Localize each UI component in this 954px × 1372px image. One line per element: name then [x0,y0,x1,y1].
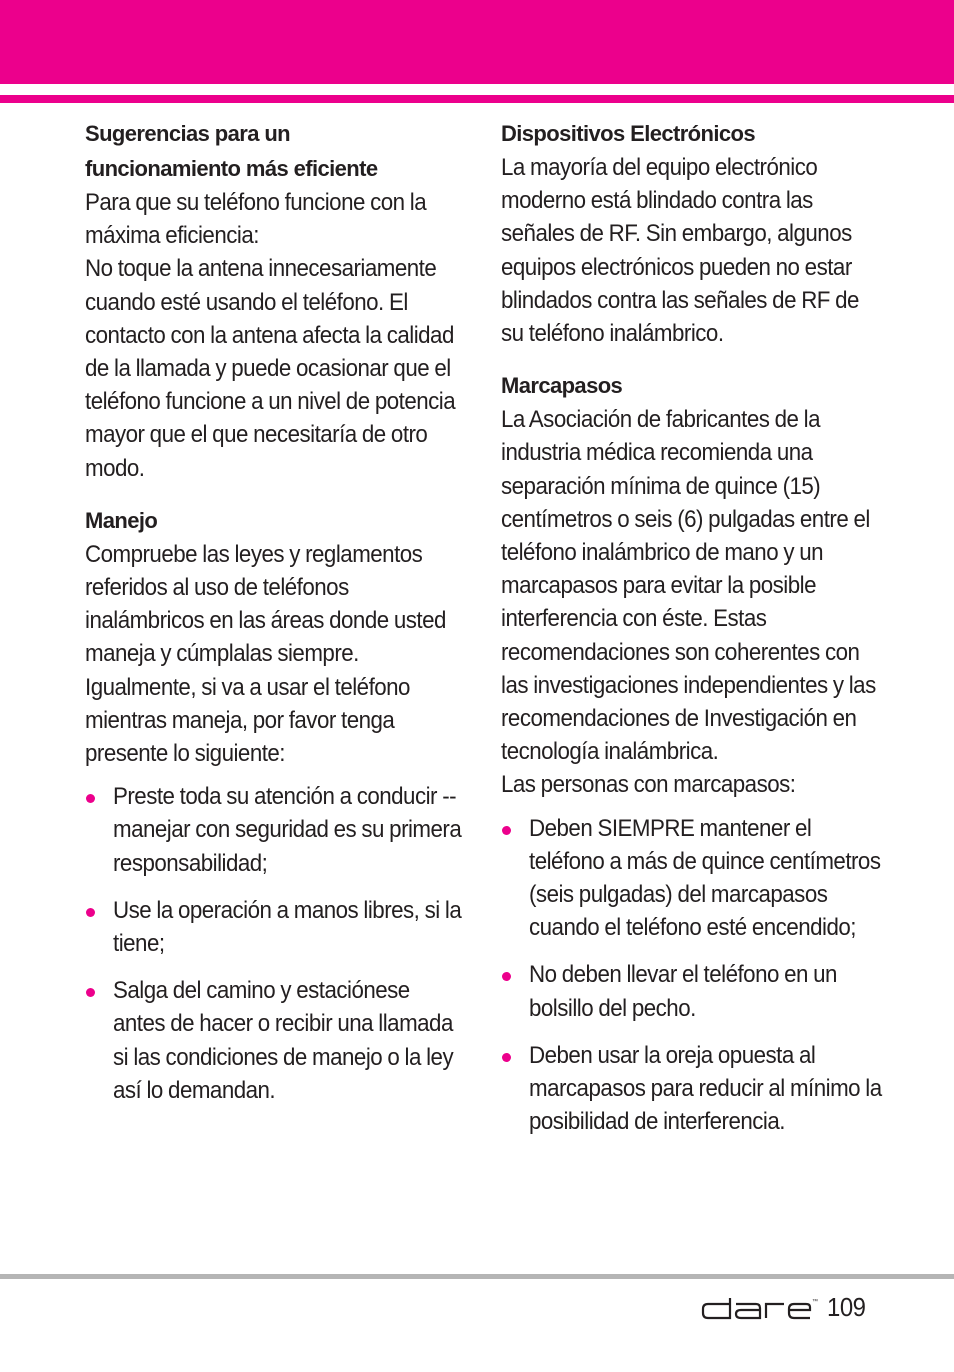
list-item-text: Deben usar la oreja opuesta al marcapasos para reducir al mínimo la posibilidad de interferencia. [529,1041,882,1136]
header-rule [0,95,954,103]
bullet-dot-icon [502,826,511,835]
bullet-dot-icon [86,908,95,917]
list-item [501,812,881,945]
paragraph-personas-marcapasos: Las personas con marcapasos: [501,771,796,799]
bullet-dot-icon [502,972,511,981]
paragraph-marcapasos: La Asociación de fabricantes de la industria médica recomienda una separación mínima de quince (15) centímetros o seis (6) pulgadas entre el teléfono inalámbrico de mano y un marcapasos para evitar la posible interferencia con éste. Estas recomendaciones son coherentes con las investigaciones independientes y las recomendaciones de Investigación en tecnología inalámbrica. [501,406,876,766]
section-heading-sugerencias-line2: funcionamiento más eficiente [85,156,378,181]
section-heading-sugerencias-line1: Sugerencias para un [85,121,291,146]
footer-rule [0,1274,954,1279]
left-column [85,116,460,1121]
section-heading-dispositivos: Dispositivos Electrónicos [501,121,755,146]
bullet-dot-icon [502,1053,511,1062]
dare-logo [700,1296,818,1327]
right-column [501,116,881,1152]
svg-text:™: ™ [812,1299,818,1305]
dare-logo-icon [700,1296,818,1322]
paragraph-dispositivos: La mayoría del equipo electrónico moderno está blindado contra las señales de RF. Sin embargo, algunos equipos electrónicos pueden no estar blindados contra las señales de RF de su teléfono inalámbrico. [501,154,859,348]
section-heading-marcapasos: Marcapasos [501,373,623,399]
paragraph-antena: No toque la antena innecesariamente cuando esté usando el teléfono. El contacto con la antena afecta la calidad de la llamada y puede ocasionar que el teléfono funcione a un nivel de potencia mayor que el que necesitaría de otro modo. [85,255,456,482]
list-item-text: Preste toda su atención a conducir -- manejar con seguridad es su primera responsabilidad; [113,783,462,877]
list-item [501,958,881,1024]
bullet-list-marcapasos [501,812,881,1139]
page-number: 109 [827,1292,866,1322]
bullet-list-manejo [85,780,460,1107]
list-item [85,974,460,1107]
list-item [85,780,460,880]
paragraph-manejo: Compruebe las leyes y reglamentos referidos al uso de teléfonos inalámbricos en las áreas donde usted maneja y cúmplalas siempre. Igualmente, si va a usar el teléfono mientras maneja, por favor tenga presente lo siguiente: [85,540,446,768]
list-item [85,894,460,960]
list-item-text: Salga del camino y estaciónese antes de hacer o recibir una llamada si las condiciones de manejo o la ley así lo demandan. [113,977,454,1104]
paragraph-eficiencia-intro: Para que su teléfono funcione con la máxima eficiencia: [85,189,427,250]
bullet-dot-icon [86,988,95,997]
header-color-band [0,0,954,84]
bullet-dot-icon [86,794,95,803]
section-heading-manejo: Manejo [85,507,158,533]
list-item-text: No deben llevar el teléfono en un bolsillo del pecho. [529,961,837,1022]
list-item [501,1039,881,1139]
list-item-text: Use la operación a manos libres, si la tiene; [113,896,462,958]
list-item-text: Deben SIEMPRE mantener el teléfono a más de quince centímetros (seis pulgadas) del marcapasos cuando el teléfono esté encendido; [529,814,881,942]
